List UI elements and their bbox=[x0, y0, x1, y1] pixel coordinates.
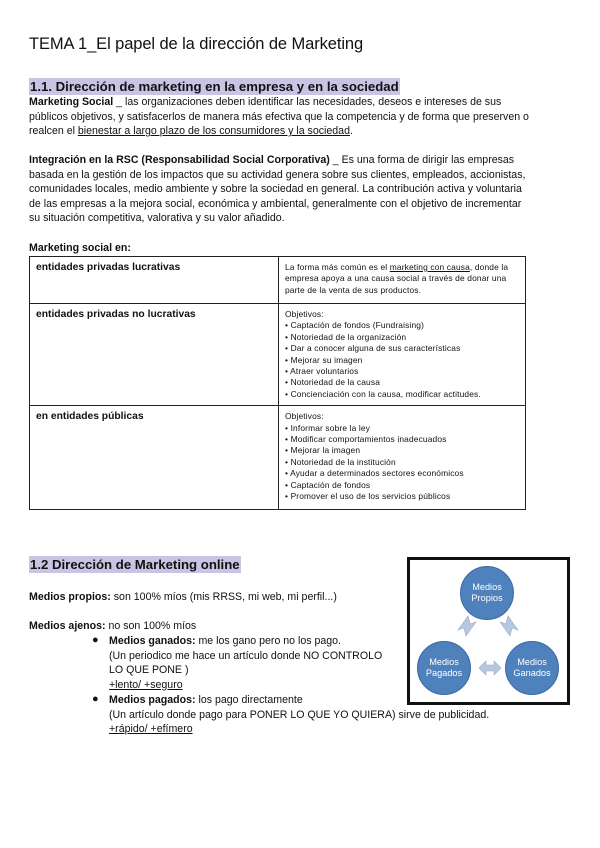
row-desc-pre: La forma más común es el bbox=[285, 262, 390, 272]
section1-heading: 1.1. Dirección de marketing en la empresa y en la sociedad bbox=[30, 79, 399, 94]
row-label: en entidades públicas bbox=[30, 406, 279, 510]
list-item: • Notoriedad de la causa bbox=[285, 377, 519, 388]
table-row bbox=[30, 406, 526, 510]
medios-ganados-line2: (Un periodico me hace un artículo donde NO CONTROLO bbox=[109, 649, 383, 662]
table-row bbox=[30, 304, 526, 406]
bullet-icon: ● bbox=[92, 634, 99, 646]
row-description bbox=[279, 304, 526, 406]
marketing-social-table bbox=[29, 256, 526, 510]
list-item: • Mejorar la imagen bbox=[285, 445, 519, 456]
medios-propios-circle: Medios Propios bbox=[460, 566, 514, 620]
row-description bbox=[279, 257, 526, 304]
medios-ajenos-text: no son 100% míos bbox=[105, 620, 197, 632]
list-item: • Concienciación con la causa, modificar actitudes. bbox=[285, 389, 519, 400]
bullet-icon: ● bbox=[92, 693, 99, 705]
medios-ganados-term: Medios ganados: bbox=[109, 635, 196, 647]
list-item: • Promover el uso de los servicios públicos bbox=[285, 491, 519, 502]
arrow-propios-ganados-icon bbox=[500, 616, 518, 636]
section1-heading-wrap bbox=[29, 78, 400, 96]
medios-pagados-circle: Medios Pagados bbox=[417, 641, 471, 695]
section2-heading: 1.2 Dirección de Marketing online bbox=[30, 557, 240, 572]
arrow-pagados-ganados-icon bbox=[479, 661, 501, 675]
list-item: • Notoriedad de la organización bbox=[285, 332, 519, 343]
objectives-head: Objetivos: bbox=[285, 309, 324, 319]
list-item: • Notoriedad de la institución bbox=[285, 457, 519, 468]
medios-ganados-text: me los gano pero no los pago. bbox=[195, 635, 341, 647]
medios-ganados-tags: +lento/ +seguro bbox=[109, 678, 183, 691]
medios-ganados-line3: LO QUE PONE ) bbox=[109, 664, 189, 677]
medios-ganados-circle: Medios Ganados bbox=[505, 641, 559, 695]
marketing-social-end: . bbox=[349, 125, 353, 138]
row-label: entidades privadas lucrativas bbox=[30, 257, 279, 304]
medios-ajenos-term: Medios ajenos: bbox=[29, 620, 106, 632]
rsc-text: _ Es una forma de dirigir las empresas basada en la gestión de los impactos que su actividad genera sobre sus clientes, empleados, accionistas, comunidades locales, medio ambiente y sobre la sociedad en general. La contribución activa y voluntaria de las empresas a la mejora social, económica y ambiental, generalmente con el objetivo de incrementar su situación competitiva, valorativa y su valor añadido. bbox=[29, 154, 526, 225]
table-caption: Marketing social en: bbox=[29, 242, 131, 254]
medios-propios-text: son 100% míos (mis RRSS, mi web, mi perfil...) bbox=[110, 591, 337, 603]
marketing-social-term: Marketing Social bbox=[29, 96, 114, 108]
medios-pagados-text: los pago directamente bbox=[195, 694, 303, 706]
list-item: • Mejorar su imagen bbox=[285, 355, 519, 366]
marketing-social-text: _ las organizaciones deben identificar las necesidades, deseos e intereses de sus públicos objetivos, y satisfacerlos de manera más efectiva que la competencia y de forma que preserven o realcen el bbox=[29, 96, 529, 138]
table-row bbox=[30, 257, 526, 304]
medios-pagados-term: Medios pagados: bbox=[109, 694, 196, 706]
list-item: • Informar sobre la ley bbox=[285, 423, 519, 434]
medios-propios-term: Medios propios: bbox=[29, 591, 111, 603]
list-item: • Atraer voluntarios bbox=[285, 366, 519, 377]
marketing-social-paragraph bbox=[29, 95, 534, 139]
list-item: • Captación de fondos bbox=[285, 480, 519, 491]
list-item: • Modificar comportamientos inadecuados bbox=[285, 434, 519, 445]
row-desc-underline: marketing con causa bbox=[389, 262, 470, 272]
row-desc-post: , donde la empresa apoya a una causa social a través de donar una parte de la venta de sus productos. bbox=[285, 262, 509, 295]
list-item: • Ayudar a determinados sectores económicos bbox=[285, 468, 519, 479]
media-cycle-diagram bbox=[407, 557, 570, 705]
marketing-social-underline: bienestar a largo plazo de los consumidores y la sociedad bbox=[77, 125, 350, 138]
medios-ganados-line bbox=[109, 634, 409, 649]
rsc-paragraph bbox=[29, 153, 529, 226]
medios-ajenos-line bbox=[29, 619, 196, 634]
row-description bbox=[279, 406, 526, 510]
section2-heading-wrap bbox=[29, 556, 241, 574]
medios-ganados-block bbox=[109, 634, 409, 692]
rsc-term: Integración en la RSC (Responsabilidad Social Corporativa) bbox=[29, 154, 330, 166]
arrow-propios-pagados-icon bbox=[458, 616, 476, 636]
list-item: • Captación de fondos (Fundraising) bbox=[285, 320, 519, 331]
objectives-head: Objetivos: bbox=[285, 411, 324, 422]
list-item: • Dar a conocer alguna de sus características bbox=[285, 343, 519, 354]
medios-pagados-line2: (Un artículo donde pago para PONER LO QUE YO QUIERA) sirve de publicidad. bbox=[109, 708, 490, 721]
page-title: TEMA 1_El papel de la dirección de Marketing bbox=[29, 35, 364, 53]
medios-propios-line bbox=[29, 590, 337, 605]
medios-pagados-tags: +rápido/ +efímero bbox=[109, 723, 193, 736]
row-label: entidades privadas no lucrativas bbox=[30, 304, 279, 406]
